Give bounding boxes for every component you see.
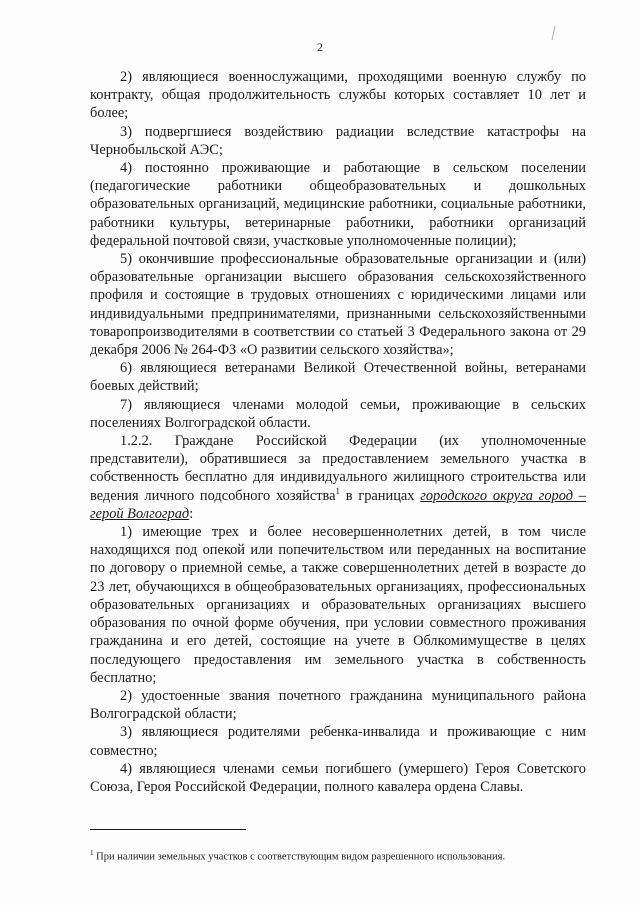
footnote-text: При наличии земельных участков с соответствующим видом разрешенного использования.	[93, 851, 506, 863]
list-item: 3) являющиеся родителями ребенка-инвалида и проживающие с ним совместно;	[90, 724, 586, 759]
list-item: 4) являющиеся членами семьи погибшего (умершего) Героя Советского Союза, Героя Российской Федерации, полного кавалера ордена Славы.	[90, 760, 586, 795]
page-number: 2	[317, 40, 323, 54]
list-item: 3) подвергшиеся воздействию радиации вследствие катастрофы на Чернобыльской АЭС;	[90, 123, 586, 158]
footnote	[90, 847, 586, 864]
section-text: 1.2.2. Граждане Российской Федерации (их уполномоченные представители), обратившиеся за предоставлением земельного участка в собственность бесплатно для индивидуального жилищного строительства или ведения личного подсобного хозяйства	[90, 433, 586, 504]
city-name: городского округа город –герой Волгоград	[90, 487, 586, 522]
list-item: 1) имеющие трех и более несовершеннолетних детей, в том числе находящихся под опекой или попечительством или переданных на воспитание по договору о приемной семье, а также совершеннолетних детей в возрасте до 23 лет, обучающихся в общеобразовательных организациях, профессиональных образовательных организациях и образовательных организациях высшего образования по очной форме обучения, при условии совместного проживания гражданина и его детей, состоящие на учете в Облкомимуществе в целях последующего предоставления им земельного участка в собственность бесплатно;	[90, 524, 586, 686]
list-item: 4) постоянно проживающие и работающие в сельском поселении (педагогические работники общеобразовательных и дошкольных образовательных организаций, медицинские работники, социальные работники, работники культуры, ветеринарные работники, работники организаций федеральной почтовой связи, участковые уполномоченные полиции);	[90, 160, 586, 249]
list-item: 7) являющиеся членами молодой семьи, проживающие в сельских поселениях Волгоградской области.	[90, 396, 586, 431]
list-item: 2) являющиеся военнослужащими, проходящими военную службу по контракту, общая продолжительность службы которых составляет 10 лет и более;	[90, 69, 586, 122]
footnote-divider	[90, 829, 246, 830]
section-colon: :	[189, 505, 194, 522]
scan-mark	[552, 26, 556, 40]
footnote-reference: 1	[335, 485, 341, 496]
list-item: 6) являющиеся ветеранами Великой Отечественной войны, ветеранами боевых действий;	[90, 360, 586, 395]
footnote-mark: 1	[90, 849, 94, 857]
section-1-2-2	[90, 432, 586, 523]
section-text-middle: в границах	[340, 487, 421, 504]
list-item: 2) удостоенные звания почетного гражданина муниципального района Волгоградской области;	[90, 687, 586, 723]
list-item: 5) окончившие профессиональные образовательные организации и (или) образовательные организации высшего образования сельскохозяйственного профиля и состоящие в трудовых отношениях с юридическими лицами или индивидуальными предпринимателями, признанными сельскохозяйственными товаропроизводителями в соответствии со статьей 3 Федерального закона от 29 декабря 2006 № 264-ФЗ «О развитии сельского хозяйства»;	[90, 251, 586, 359]
document-body	[90, 68, 586, 796]
